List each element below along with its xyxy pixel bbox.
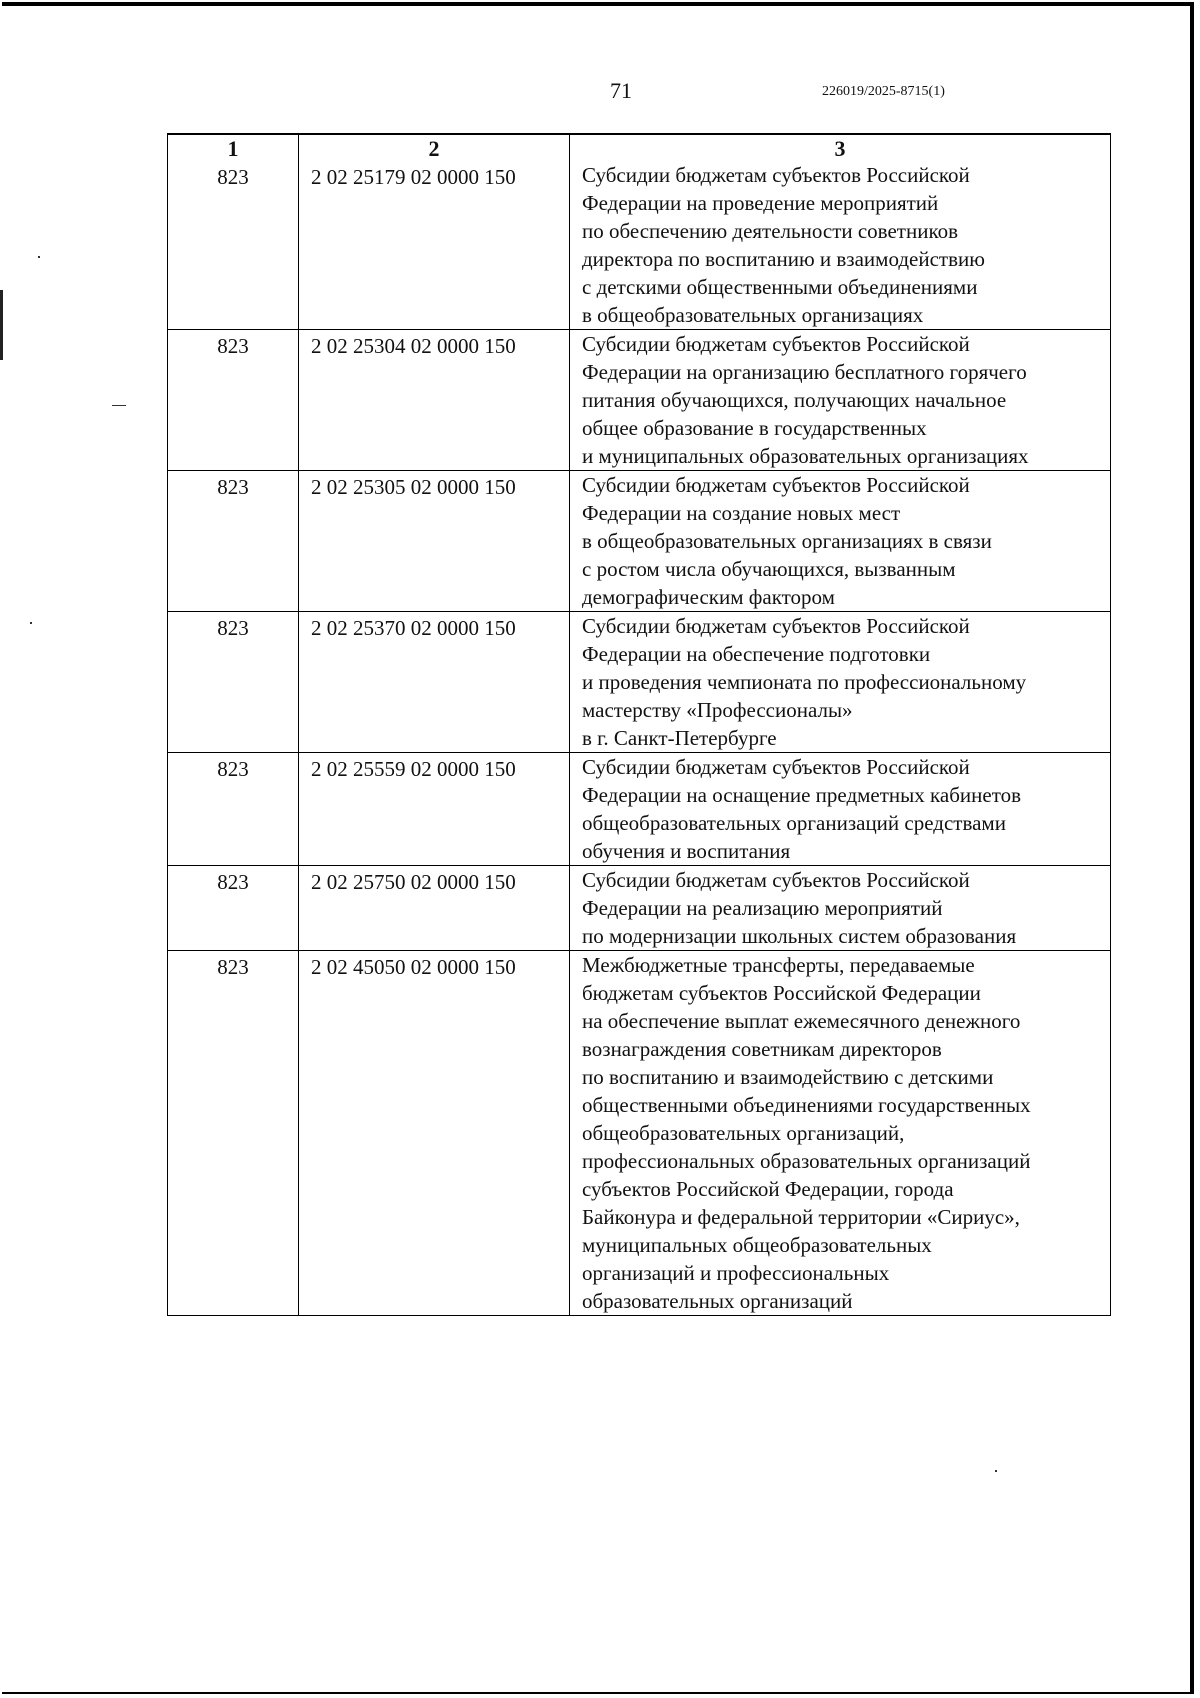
column-header-2: 2 — [298, 135, 569, 161]
admin-code-cell: 823 — [217, 616, 249, 640]
description-line: муниципальных общеобразовательных — [582, 1233, 932, 1257]
budget-codes-table — [167, 133, 1111, 1316]
table-row — [168, 752, 1110, 865]
admin-code-cell: 823 — [217, 165, 249, 189]
scan-edge-mark — [0, 290, 3, 360]
description-cell — [569, 866, 1110, 950]
description-line: Межбюджетные трансферты, передаваемые — [582, 953, 975, 977]
income-code-cell: 2 02 25179 02 0000 150 — [298, 161, 569, 329]
description-line: Байконура и федеральной территории «Сириус», — [582, 1205, 1020, 1229]
admin-code-cell: 823 — [217, 870, 249, 894]
description-line: на обеспечение выплат ежемесячного денежного — [582, 1009, 1021, 1033]
description-line: Федерации на создание новых мест — [582, 501, 901, 525]
description-line: Федерации на обеспечение подготовки — [582, 642, 931, 666]
description-line: вознаграждения советникам директоров — [582, 1037, 942, 1061]
description-cell — [569, 612, 1110, 752]
description-line: общеобразовательных организаций, — [582, 1121, 905, 1145]
description-line: по обеспечению деятельности советников — [582, 219, 959, 243]
scan-speck — [995, 1470, 997, 1472]
admin-code-cell: 823 — [217, 757, 249, 781]
description-line: в общеобразовательных организациях — [582, 303, 924, 327]
income-code-cell: 2 02 25370 02 0000 150 — [298, 612, 569, 752]
description-line: Субсидии бюджетам субъектов Российской — [582, 868, 970, 892]
description-line: Субсидии бюджетам субъектов Российской — [582, 163, 970, 187]
description-line: бюджетам субъектов Российской Федерации — [582, 981, 981, 1005]
description-line: директора по воспитанию и взаимодействию — [582, 247, 985, 271]
scan-speck — [30, 622, 32, 624]
description-line: общественными объединениями государственных — [582, 1093, 1031, 1117]
description-line: организаций и профессиональных — [582, 1261, 890, 1285]
description-line: и проведения чемпионата по профессиональному — [582, 670, 1027, 694]
description-cell — [569, 330, 1110, 470]
description-cell — [569, 471, 1110, 611]
description-line: с детскими общественными объединениями — [582, 275, 978, 299]
scan-speck — [112, 405, 126, 406]
income-code-cell: 2 02 25305 02 0000 150 — [298, 471, 569, 611]
description-line: демографическим фактором — [582, 585, 835, 609]
table-row — [168, 611, 1110, 752]
description-line: по модернизации школьных систем образования — [582, 924, 1017, 948]
description-line: Субсидии бюджетам субъектов Российской — [582, 473, 970, 497]
description-line: Федерации на оснащение предметных кабинетов — [582, 783, 1022, 807]
document-id: 226019/2025-8715(1) — [822, 84, 945, 99]
description-line: питания обучающихся, получающих начальное — [582, 388, 1007, 412]
column-header-3: 3 — [569, 135, 1110, 161]
description-line: субъектов Российской Федерации, города — [582, 1177, 954, 1201]
table-row — [168, 470, 1110, 611]
income-code-cell: 2 02 25750 02 0000 150 — [298, 866, 569, 950]
admin-code-cell: 823 — [217, 334, 249, 358]
income-code-cell: 2 02 25304 02 0000 150 — [298, 330, 569, 470]
description-line: и муниципальных образовательных организациях — [582, 444, 1029, 468]
table-header-row — [168, 135, 1110, 161]
table-row — [168, 865, 1110, 950]
description-cell — [569, 161, 1110, 329]
scan-speck — [38, 256, 40, 258]
description-line: Федерации на проведение мероприятий — [582, 191, 939, 215]
description-line: профессиональных образовательных организаций — [582, 1149, 1031, 1173]
description-line: Субсидии бюджетам субъектов Российской — [582, 755, 970, 779]
admin-code-cell: 823 — [217, 475, 249, 499]
income-code-cell: 2 02 45050 02 0000 150 — [298, 951, 569, 1315]
description-line: общеобразовательных организаций средствами — [582, 811, 1006, 835]
page-number: 71 — [610, 78, 632, 103]
description-line: в общеобразовательных организациях в связи — [582, 529, 992, 553]
income-code-cell: 2 02 25559 02 0000 150 — [298, 753, 569, 865]
description-line: в г. Санкт-Петербурге — [582, 726, 777, 750]
description-line: по воспитанию и взаимодействию с детскими — [582, 1065, 994, 1089]
column-header-1: 1 — [227, 136, 239, 161]
table-row — [168, 950, 1110, 1315]
description-cell — [569, 753, 1110, 865]
table-body — [168, 161, 1110, 1315]
description-line: Федерации на организацию бесплатного горячего — [582, 360, 1027, 384]
description-line: Субсидии бюджетам субъектов Российской — [582, 614, 970, 638]
table-row — [168, 161, 1110, 329]
description-line: обучения и воспитания — [582, 839, 791, 863]
description-line: Федерации на реализацию мероприятий — [582, 896, 943, 920]
description-line: с ростом числа обучающихся, вызванным — [582, 557, 956, 581]
description-line: Субсидии бюджетам субъектов Российской — [582, 332, 970, 356]
description-line: мастерству «Профессионалы» — [582, 698, 853, 722]
description-cell — [569, 951, 1110, 1315]
admin-code-cell: 823 — [217, 955, 249, 979]
description-line: образовательных организаций — [582, 1289, 853, 1313]
description-line: общее образование в государственных — [582, 416, 927, 440]
table-row — [168, 329, 1110, 470]
